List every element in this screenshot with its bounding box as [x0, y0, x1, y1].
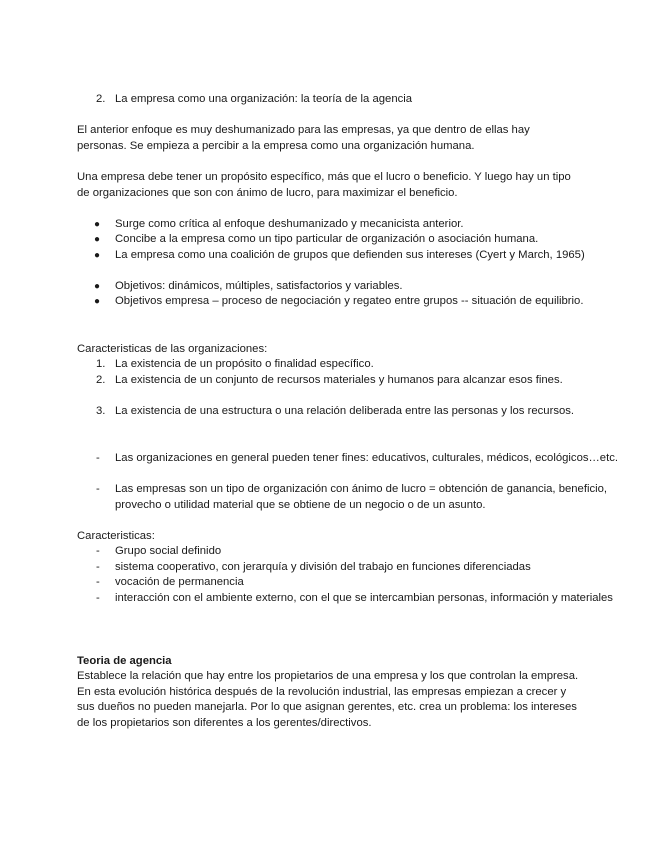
dash-item [77, 482, 620, 513]
dash-item-text: sistema cooperativo, con jerarquía y división del trabajo en funciones diferenciadas [115, 561, 531, 573]
dash-item-text: interacción con el ambiente externo, con el que se intercambian personas, información y materiales [115, 592, 613, 604]
list-marker: 3. [96, 405, 106, 417]
bullet-text: La empresa como una coalición de grupos que defienden sus intereses (Cyert y March, 1965) [115, 249, 585, 261]
dash-item [77, 560, 620, 576]
bullet-item [77, 279, 620, 295]
dash-marker: - [96, 545, 100, 557]
dash-item-text: Las organizaciones en general pueden tener fines: educativos, culturales, médicos, ecológicos…etc. [115, 452, 619, 464]
teoria-agencia-paragraph: Establece la relación que hay entre los propietarios de una empresa y los que controlan la empresa. En esta evolución histórica después de la revolución industrial, las empresas empiezan a crecer y sus dueños no pueden manejarla. Por lo que asignan gerentes, etc. crea un problema: los intereses de los propietarios son diferentes a los gerentes/directivos. [77, 670, 579, 729]
dash-item-text: Grupo social definido [115, 545, 222, 557]
bullet-item [77, 294, 620, 310]
bullet-marker: ● [94, 296, 101, 307]
caracteristicas-org-title: Caracteristicas de las organizaciones: [77, 343, 268, 355]
bullet-marker: ● [94, 250, 101, 261]
bullet-marker: ● [94, 234, 101, 245]
teoria-agencia-title: Teoria de agencia [77, 655, 172, 667]
dash-item [77, 451, 620, 467]
numbered-item [77, 357, 620, 373]
bullet-item [77, 248, 620, 264]
dash-marker: - [96, 561, 100, 573]
bullet-item [77, 232, 620, 248]
dash-marker: - [96, 483, 100, 495]
numbered-item-text: La existencia de una estructura o una relación deliberada entre las personas y los recursos. [115, 405, 575, 417]
numbered-item [77, 373, 620, 389]
numbered-item-text: La existencia de un propósito o finalidad específico. [115, 358, 374, 370]
dash-item-text: Las empresas son un tipo de organización con ánimo de lucro = obtención de ganancia, beneficio, provecho o utilidad material que se obtiene de un negocio o de un asunto. [115, 483, 608, 511]
dash-item-text: vocación de permanencia [115, 576, 244, 588]
list-marker: 2. [96, 374, 106, 386]
dash-marker: - [96, 452, 100, 464]
bullet-text: Objetivos empresa – proceso de negociación y regateo entre grupos -- situación de equilibrio. [115, 295, 584, 307]
dash-item [77, 591, 620, 607]
dash-item [77, 575, 620, 591]
paragraph-intro: El anterior enfoque es muy deshumanizado para las empresas, ya que dentro de ellas hay personas. Se empieza a percibir a la empresa como una organización humana. [77, 124, 530, 152]
list-marker: 1. [96, 358, 106, 370]
numbered-item-text: La existencia de un conjunto de recursos materiales y humanos para alcanzar esos fines. [115, 374, 563, 386]
bullet-item [77, 217, 620, 233]
section-heading-text: La empresa como una organización: la teoría de la agencia [115, 93, 413, 105]
paragraph-purpose: Una empresa debe tener un propósito específico, más que el lucro o beneficio. Y luego hay un tipo de organizaciones que son con ánimo de lucro, para maximizar el beneficio. [77, 171, 571, 199]
bullet-marker: ● [94, 219, 101, 230]
bullet-text: Objetivos: dinámicos, múltiples, satisfactorios y variables. [115, 280, 403, 292]
bullet-text: Surge como crítica al enfoque deshumanizado y mecanicista anterior. [115, 218, 464, 230]
caracteristicas-title: Caracteristicas: [77, 530, 155, 542]
dash-marker: - [96, 576, 100, 588]
numbered-item [77, 404, 620, 420]
section-heading-item [77, 92, 620, 108]
dash-item [77, 544, 620, 560]
dash-marker: - [96, 592, 100, 604]
list-marker: 2. [96, 93, 106, 105]
bullet-text: Concibe a la empresa como un tipo particular de organización o asociación humana. [115, 233, 539, 245]
bullet-marker: ● [94, 281, 101, 292]
